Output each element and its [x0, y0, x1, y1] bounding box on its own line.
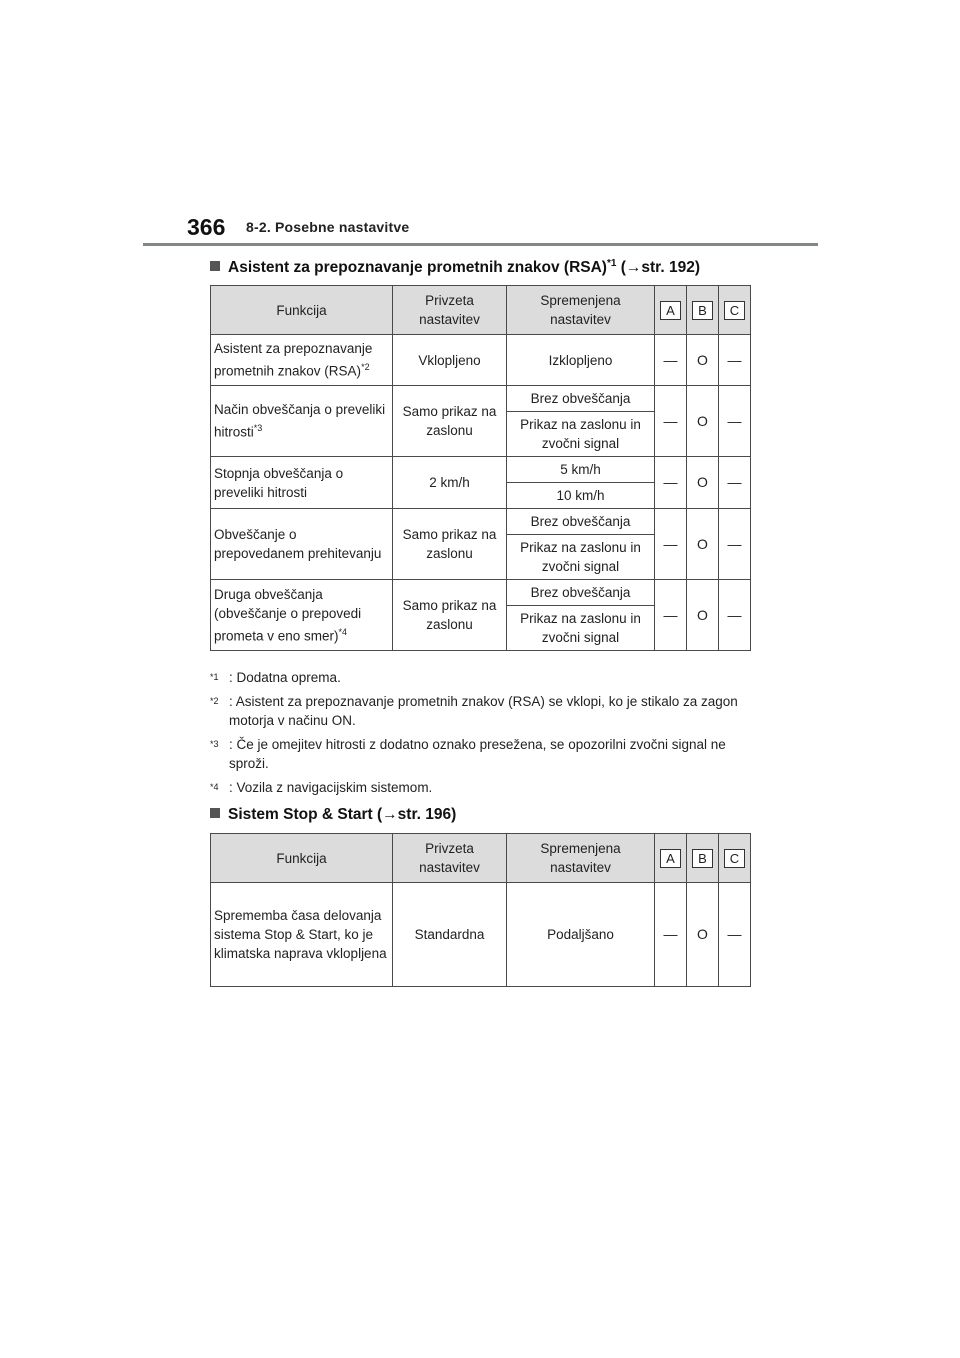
rsa-heading	[210, 258, 700, 277]
function-cell	[211, 509, 393, 580]
mark-b-cell: O	[687, 457, 719, 509]
changed-cell: Prikaz na zaslonu in zvočni signal	[507, 606, 655, 651]
footnote-text: : Dodatna oprema.	[229, 670, 341, 685]
changed-cell: Prikaz na zaslonu in zvočni signal	[507, 535, 655, 580]
changed-cell: 5 km/h	[507, 457, 655, 483]
default-cell: Samo prikaz na zaslonu	[393, 580, 507, 651]
mark-a-cell: —	[655, 457, 687, 509]
default-cell: 2 km/h	[393, 457, 507, 509]
mark-c-cell: —	[719, 457, 751, 509]
column-header-changed: Spremenjena nastavitev	[507, 834, 655, 883]
table-row	[211, 580, 751, 606]
mark-a-cell: —	[655, 883, 687, 987]
function-cell	[211, 457, 393, 509]
rsa-heading-footnote: *1	[606, 258, 617, 269]
mark-a-cell: —	[655, 509, 687, 580]
footnote-4	[210, 778, 750, 797]
mark-b-cell: O	[687, 509, 719, 580]
function-cell: Sprememba časa delovanja sistema Stop & Start, ko je klimatska naprava vklopljena	[211, 883, 393, 987]
column-header-b	[687, 286, 719, 335]
column-header-c	[719, 286, 751, 335]
mark-a-cell: —	[655, 580, 687, 651]
function-text: Asistent za prepoznavanje prometnih znakov (RSA)	[214, 341, 373, 379]
column-header-default: Privzeta nastavitev	[393, 286, 507, 335]
default-cell: Standardna	[393, 883, 507, 987]
footnote-mark: *4	[338, 626, 348, 637]
rsa-heading-ref-open: (	[616, 259, 626, 277]
footnotes	[210, 668, 750, 802]
column-header-function: Funkcija	[211, 286, 393, 335]
page-number: 366	[187, 214, 226, 240]
default-cell: Samo prikaz na zaslonu	[393, 509, 507, 580]
footnote-mark: *3	[253, 423, 263, 434]
letter-c-box: C	[724, 301, 745, 320]
letter-c-box: C	[724, 849, 745, 868]
table-row	[211, 883, 751, 987]
rsa-settings-table	[210, 285, 751, 651]
column-header-function: Funkcija	[211, 834, 393, 883]
letter-a-box: A	[660, 849, 681, 868]
default-cell: Vklopljeno	[393, 335, 507, 386]
footnote-text: : Asistent za prepoznavanje prometnih znakov (RSA) se vklopi, ko je stikalo za zagon motorja v načinu ON.	[229, 694, 738, 728]
changed-cell: Brez obveščanja	[507, 509, 655, 535]
letter-a-box: A	[660, 301, 681, 320]
changed-cell: Prikaz na zaslonu in zvočni signal	[507, 412, 655, 457]
footnote-text: : Vozila z navigacijskim sistemom.	[229, 780, 433, 795]
mark-b-cell: O	[687, 580, 719, 651]
footnote-mark: *1	[210, 672, 219, 682]
arrow-right-icon: →	[625, 259, 642, 277]
column-header-changed: Spremenjena nastavitev	[507, 286, 655, 335]
mark-c-cell: —	[719, 580, 751, 651]
function-text: Obveščanje o prepovedanem prehitevanju	[214, 527, 382, 561]
changed-cell: Izklopljeno	[507, 335, 655, 386]
stopstart-heading-text: Sistem Stop & Start	[228, 806, 373, 823]
footnote-mark: *2	[361, 362, 370, 373]
square-bullet-icon	[210, 261, 220, 271]
footnote-mark: *3	[210, 739, 219, 749]
changed-cell: Podaljšano	[507, 883, 655, 987]
column-header-default: Privzeta nastavitev	[393, 834, 507, 883]
section-title: 8-2. Posebne nastavitve	[246, 219, 410, 235]
stopstart-settings-table	[210, 833, 751, 987]
footnote-2	[210, 692, 750, 730]
column-header-a	[655, 286, 687, 335]
rsa-heading-ref[interactable]: str. 192)	[641, 259, 700, 277]
function-text: Način obveščanja o preveliki hitrosti	[214, 402, 386, 440]
mark-b-cell: O	[687, 386, 719, 457]
footnote-mark: *4	[210, 782, 219, 792]
column-header-b	[687, 834, 719, 883]
mark-a-cell: —	[655, 386, 687, 457]
header-divider	[143, 243, 818, 246]
mark-c-cell: —	[719, 386, 751, 457]
stopstart-heading	[210, 806, 456, 824]
function-cell	[211, 335, 393, 386]
changed-cell: Brez obveščanja	[507, 386, 655, 412]
function-text: Stopnja obveščanja o preveliki hitrosti	[214, 465, 344, 500]
mark-b-cell: O	[687, 335, 719, 386]
table-row	[211, 386, 751, 412]
mark-c-cell: —	[719, 883, 751, 987]
table-row	[211, 335, 751, 386]
function-cell	[211, 386, 393, 457]
table-header-row	[211, 286, 751, 335]
stopstart-heading-ref[interactable]: str. 196)	[397, 806, 457, 823]
footnote-mark: *2	[210, 696, 219, 706]
square-bullet-icon	[210, 808, 220, 818]
column-header-a	[655, 834, 687, 883]
footnote-text: : Če je omejitev hitrosti z dodatno oznako presežena, se opozorilni zvočni signal ne sproži.	[229, 737, 726, 771]
footnote-3	[210, 735, 750, 773]
mark-b-cell: O	[687, 883, 719, 987]
arrow-right-icon: →	[382, 806, 398, 823]
footnote-1	[210, 668, 750, 687]
default-cell: Samo prikaz na zaslonu	[393, 386, 507, 457]
table-row	[211, 457, 751, 483]
table-header-row	[211, 834, 751, 883]
function-cell	[211, 580, 393, 651]
changed-cell: 10 km/h	[507, 483, 655, 509]
rsa-heading-text: Asistent za prepoznavanje prometnih znakov (RSA)	[228, 259, 607, 277]
mark-c-cell: —	[719, 509, 751, 580]
mark-a-cell: —	[655, 335, 687, 386]
column-header-c	[719, 834, 751, 883]
table-row	[211, 509, 751, 535]
stopstart-heading-ref-open: (	[372, 806, 383, 823]
function-text: Druga obveščanja (obveščanje o prepovedi prometa v eno smer)	[214, 586, 362, 644]
letter-b-box: B	[692, 849, 713, 868]
mark-c-cell: —	[719, 335, 751, 386]
letter-b-box: B	[692, 301, 713, 320]
changed-cell: Brez obveščanja	[507, 580, 655, 606]
